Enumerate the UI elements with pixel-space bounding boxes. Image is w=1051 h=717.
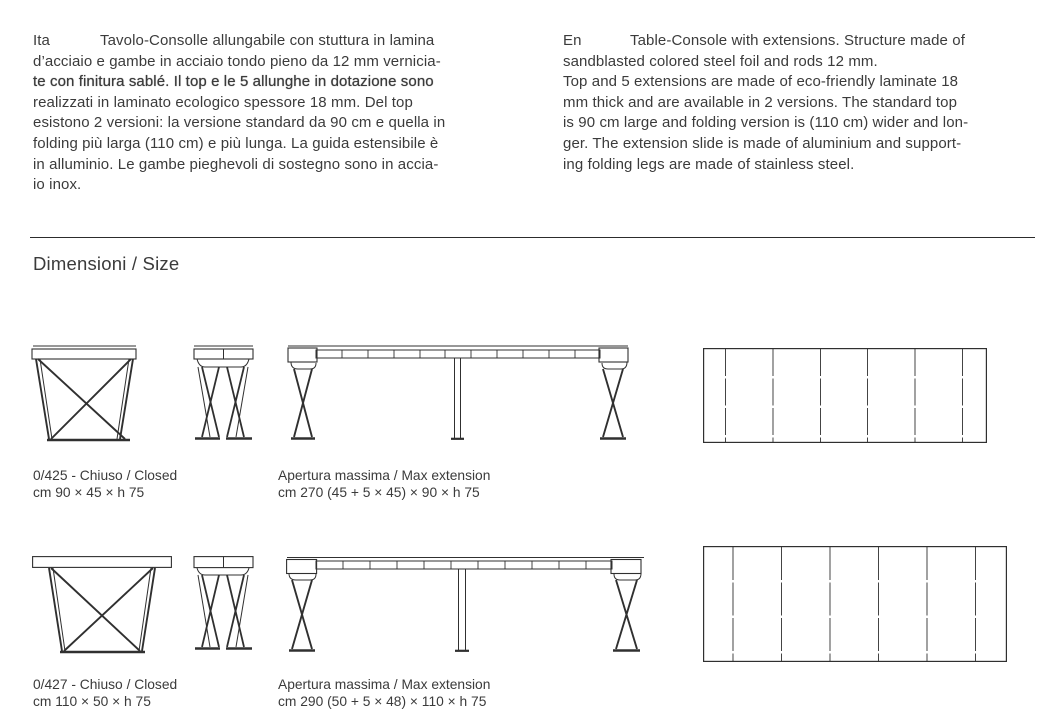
drawing-0427-top-view <box>703 546 1007 662</box>
drawing-0427-extension-view <box>286 556 645 654</box>
caption-title: Apertura massima / Max extension <box>278 468 491 483</box>
text-line <box>33 31 445 52</box>
caption-title: 0/427 - Chiuso / Closed <box>33 677 178 692</box>
text-line: Tavolo-Consolle allungabile con stuttura in lamina <box>100 32 435 49</box>
caption-0427-closed <box>33 676 177 710</box>
text-line: ger. The extension slide is made of aluminium and support- <box>563 134 962 152</box>
text-line: ing folding legs are made of stainless steel. <box>563 155 855 173</box>
drawing-0425-front-view <box>28 344 142 445</box>
caption-dimensions: cm 110 × 50 × h 75 <box>33 694 151 709</box>
drawing-0425-top-view <box>703 348 987 443</box>
caption-dimensions: cm 270 (45 + 5 × 45) × 90 × h 75 <box>278 485 480 500</box>
text-line: mm thick and are available in 2 versions. The standard top <box>563 93 958 111</box>
text-line: realizzati in laminato ecologico spessore 18 mm. Del top <box>33 93 413 111</box>
text-line: is 90 cm large and folding version is (110 cm) wider and lon- <box>563 114 969 132</box>
text-line: io inox. <box>33 176 82 194</box>
text-line: in alluminio. Le gambe pieghevoli di sostegno sono in accia- <box>33 155 439 173</box>
text-line: te con finitura sablé. Il top e le 5 allunghe in dotazione sono <box>33 73 434 91</box>
caption-dimensions: cm 90 × 45 × h 75 <box>33 485 145 500</box>
section-heading: Dimensioni / Size <box>33 253 180 274</box>
text-line <box>563 31 968 52</box>
caption-0425-extension <box>278 467 490 501</box>
text-line: sandblasted colored steel foil and rods 12 mm. <box>563 52 878 70</box>
language-label-ita: Ita <box>33 32 50 49</box>
drawing-0427-front-view <box>32 556 172 654</box>
text-line: Table-Console with extensions. Structure made of <box>630 32 965 49</box>
drawing-0425-side-view <box>190 344 256 445</box>
caption-dimensions: cm 290 (50 + 5 × 48) × 110 × h 75 <box>278 694 487 709</box>
caption-0425-closed <box>33 467 177 501</box>
language-label-en: En <box>563 32 582 49</box>
section-divider <box>30 237 1035 238</box>
text-line: esistono 2 versioni: la versione standard da 90 cm e quella in <box>33 114 446 132</box>
text-line: Top and 5 extensions are made of eco-friendly laminate 18 <box>563 73 959 91</box>
drawing-0427-side-view <box>190 556 256 654</box>
intro-italian <box>33 31 445 196</box>
caption-title: Apertura massima / Max extension <box>278 677 491 692</box>
text-line: d’acciaio e gambe in acciaio tondo pieno da 12 mm vernicia- <box>33 52 441 70</box>
caption-title: 0/425 - Chiuso / Closed <box>33 468 178 483</box>
caption-0427-extension <box>278 676 490 710</box>
text-line: folding più larga (110 cm) e più lunga. La guida estensibile è <box>33 134 439 152</box>
drawing-0425-extension-view <box>285 344 631 445</box>
intro-english <box>563 31 968 175</box>
